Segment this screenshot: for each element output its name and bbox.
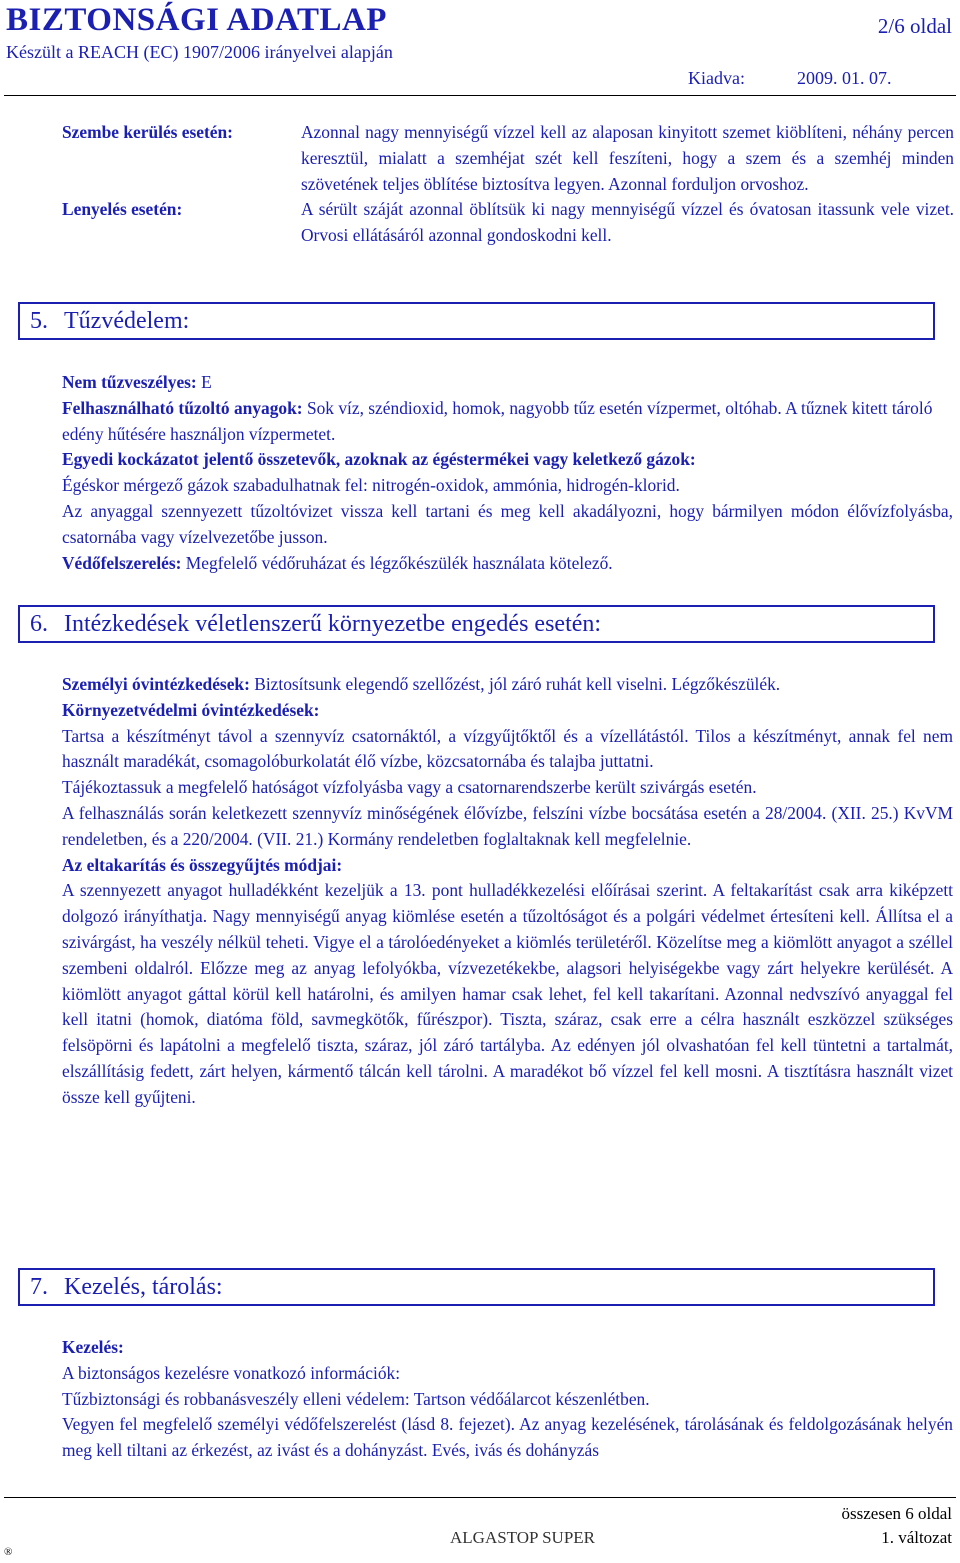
ppe-line (62, 551, 953, 577)
document-subtitle: Készült a REACH (EC) 1907/2006 irányelvei alapján (6, 42, 393, 62)
section-7-heading (18, 1268, 935, 1306)
hazards-label: Egyedi kockázatot jelentő összetevők, azoknak az égéstermékei vagy keletkező gázok: (62, 449, 696, 470)
section-5-number: 5. (30, 307, 48, 334)
personal-precautions-label: Személyi óvintézkedések: (62, 674, 250, 694)
header-divider (4, 95, 956, 96)
personal-precautions-text: Biztosítsunk elegendő szellőzést, jól záró ruhát kell viselni. Légzőkészülék. (249, 674, 781, 694)
section-6-body (62, 672, 953, 1111)
eye-contact-row (62, 120, 954, 197)
handling-line-1: A biztonságos kezelésre vonatkozó információk: (62, 1362, 401, 1383)
handling-label: Kezelés: (62, 1337, 124, 1357)
handling-line-3: Vegyen fel megfelelő személyi védőfelszerelést (lásd 8. fejezet). Az anyag kezelésének, tárolásának és feldolgozásának helyén meg kell tiltani az érkezést, az ivást és a dohányzást. Evés, ivás és dohányzás (62, 1414, 953, 1461)
section-7-body (62, 1335, 953, 1464)
section-7-number: 7. (30, 1273, 48, 1300)
swallow-row (62, 197, 954, 249)
document-title: BIZTONSÁGI ADATLAP (6, 2, 387, 38)
ppe-label: Védőfelszerelés: (62, 552, 182, 573)
nonflammable-value: E (196, 372, 212, 392)
eye-contact-label: Szembe kerülés esetén: (62, 122, 233, 142)
personal-precautions (62, 672, 953, 698)
issue-date (688, 68, 891, 89)
section-7-title: Kezelés, tárolás: (64, 1273, 223, 1300)
footer-divider (4, 1497, 956, 1498)
environmental-text-3: A felhasználás során keletkezett szennyvíz minőségének élővízbe, felszíni vízbe bocsátása esetén a 28/2004. (XII. 25.) KvVM rendeletben, és a 220/2004. (VII. 21.) Kormány rendeletben foglaltaknak kell megfelelnie. (62, 802, 953, 849)
section-6-heading (18, 605, 935, 643)
firewater-text: Az anyaggal szennyezett tűzoltóvizet vissza kell tartani és meg kell akadályozni, hogy bármilyen módon élővízfolyásba, csatornába vagy vízelvezetőbe jusson. (62, 500, 953, 547)
cleanup-label: Az eltakarítás és összegyűjtés módjai: (62, 854, 343, 875)
extinguishing-media-text: Sok víz, széndioxid, homok, nagyobb tűz esetén vízpermet, oltóhab. A tűznek kitett tároló edény hűtésére használjon vízpermetet. (62, 397, 933, 444)
ppe-text: Megfelelő védőruházat és légzőkészülék használata kötelező. (181, 552, 613, 573)
product-name: ALGASTOP SUPER (450, 1528, 596, 1547)
handling-line-2: Tűzbiztonsági és robbanásveszély elleni védelem: Tartson védőálarcot készenlétben. (62, 1388, 650, 1409)
issued-date: 2009. 01. 07. (796, 68, 892, 88)
section-5-heading (18, 302, 935, 340)
issued-label: Kiadva: (688, 68, 745, 88)
extinguishing-media-label: Felhasználható tűzoltó anyagok: (62, 397, 303, 418)
environmental-text-2: Tájékoztassuk a megfelelő hatóságot vízfolyásba vagy a csatornarendszerbe került szivárgás esetén. (62, 777, 757, 798)
registered-mark: ® (4, 1546, 13, 1558)
environmental-text-1: Tartsa a készítményt távol a szennyvíz csatornáktól, a vízgyűjtőktől és a vízellátástól. Tilos a készítményt, annak fel nem használt maradékát, csomagolóburkolatát élő vízbe, közcsatornába és talajba juttatni. (62, 725, 953, 772)
swallow-label: Lenyelés esetén: (62, 199, 183, 220)
swallow-text: A sérült száját azonnal öblítsük ki nagy mennyiségű vízzel és óvatosan itassunk vele vizet. Orvosi ellátásáról azonnal gondoskodni kell. (301, 199, 954, 246)
section-6-title: Intézkedések véletlenszerű környezetbe engedés esetén: (64, 610, 602, 637)
total-pages: összesen 6 oldal (841, 1504, 952, 1523)
version: 1. változat (881, 1528, 952, 1547)
section-5-body (62, 370, 953, 576)
nonflammable-label: Nem tűzveszélyes: (62, 372, 197, 392)
eye-contact-text: Azonnal nagy mennyiségű vízzel kell az alaposan kinyitott szemet kiöblíteni, néhány percen keresztül, mialatt a szemhéjat szét kell feszíteni, hogy a szem és a szemhéj minden szövetének teljes öblítése biztosítva legyen. Azonnal forduljon orvoshoz. (301, 122, 954, 194)
hazards-text: Égéskor mérgező gázok szabadulhatnak fel: nitrogén-oxidok, ammónia, hidrogén-klorid. (62, 475, 680, 496)
first-aid-block (62, 120, 954, 249)
section-6-number: 6. (30, 610, 48, 637)
environmental-label: Környezetvédelmi óvintézkedések: (62, 699, 320, 720)
nonflammable-line (62, 370, 953, 396)
extinguishing-media (62, 396, 953, 448)
section-5-title: Tűzvédelem: (64, 307, 190, 334)
page-number: 2/6 oldal (877, 14, 952, 38)
cleanup-text: A szennyezett anyagot hulladékként kezeljük a 13. pont hulladékkezelési előírásai szerint. A feltakarítást csak arra kiképzett dolgozó irányíthatja. Nagy mennyiségű anyag kiömlése esetén a tűzoltóságot és a polgári védelmet értesíteni kell. Állítsa el a szivárgást, ha veszély nélkül teheti. Vigye el a tárolóedényeket a kiömlés területéről. Közelítse meg a kiömlött anyagot a széllel szembeni oldalról. Előzze meg az anyag lefolyókba, vízvezetékekbe, alagsori helyiségekbe vagy zárt helyekre kerülését. A kiömlött anyagot gáttal körül kell határolni, és amilyen hamar csak lehet, fel kell takarítani. Azonnal nedvszívó anyaggal fel kell itatni (homok, diatóma föld, savmegkötők, fűrészpor). Tiszta, száraz, csak erre a célra használt eszközzel szükséges felsöpörni és lapátolni a megfelelő tiszta, száraz, jól záró tartályba. Az edényen jól olvashatóan fel kell tüntetni a tartalmát, elszállításig fedett, zárt helyen, kármentő tálcán kell tárolni. A maradékot bő vízzel fel kell mosni. A tisztításra használt vizet össze kell gyűjteni. (62, 880, 953, 1107)
